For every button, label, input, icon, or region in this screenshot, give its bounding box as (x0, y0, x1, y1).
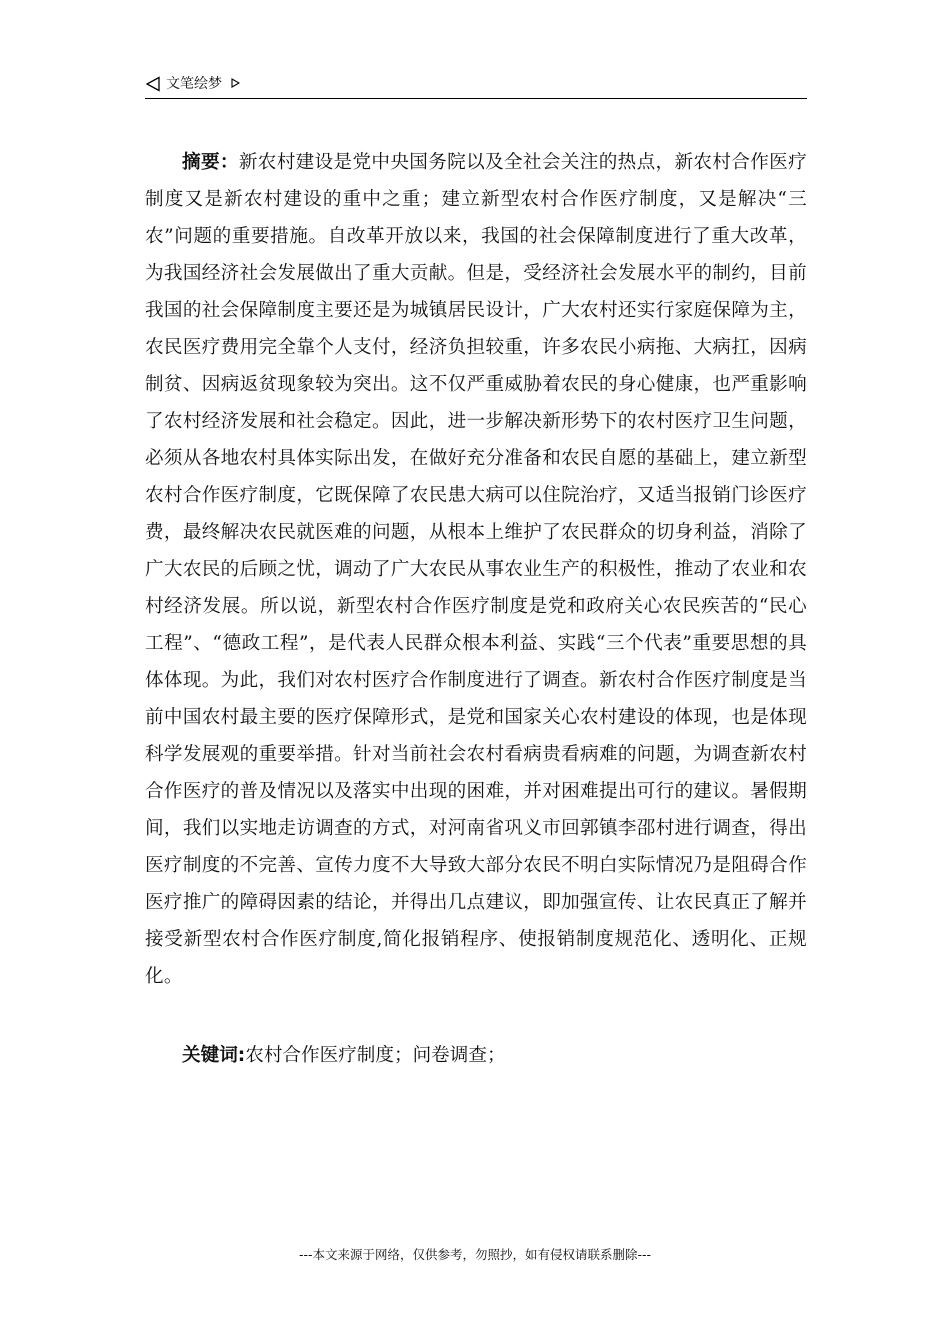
keywords-label: 关键词 (182, 1045, 238, 1066)
page-header (145, 74, 807, 99)
header-title: 文笔绘梦 (166, 76, 222, 92)
right-triangle-outline-icon (231, 78, 240, 88)
left-triangle-outline-icon (145, 76, 161, 92)
keywords-text: 农村合作医疗制度；问卷调查； (245, 1045, 506, 1066)
keywords-colon: : (237, 1045, 246, 1066)
footer-disclaimer: ---本文来源于网络，仅供参考，勿照抄，如有侵权请联系删除--- (298, 1247, 652, 1262)
keywords-line (182, 1037, 807, 1074)
abstract-paragraph (145, 144, 807, 995)
abstract-label: 摘要： (182, 152, 239, 173)
abstract-text: 新农村建设是党中央国务院以及全社会关注的热点，新农村合作医疗制度又是新农村建设的重中之重；建立新型农村合作医疗制度，又是解决“三农”问题的重要措施。自改革开放以来，我国的社会保障制度进行了重大改革，为我国经济社会发展做出了重大贡献。但是，受经济社会发展水平的制约，目前我国的社会保障制度主要还是为城镇居民设计，广大农村还实行家庭保障为主，农民医疗费用完全靠个人支付，经济负担较重，许多农民小病拖、大病扛，因病制贫、因病返贫现象较为突出。这不仅严重威胁着农民的身心健康，也严重影响了农村经济发展和社会稳定。因此，进一步解决新形势下的农村医疗卫生问题，必须从各地农村具体实际出发，在做好充分准备和农民自愿的基础上，建立新型农村合作医疗制度，它既保障了农民患大病可以住院治疗，又适当报销门诊医疗费，最终解决农民就医难的问题，从根本上维护了农民群众的切身利益，消除了广大农民的后顾之忧，调动了广大农民从事农业生产的积极性，推动了农业和农村经济发展。所以说，新型农村合作医疗制度是党和政府关心农民疾苦的“民心工程”、“德政工程”，是代表人民群众根本利益、实践“三个代表”重要思想的具体体现。为此，我们对农村医疗合作制度进行了调查。新农村合作医疗制度是当前中国农村最主要的医疗保障形式，是党和国家关心农村建设的体现，也是体现科学发展观的重要举措。针对当前社会农村看病贵看病难的问题，为调查新农村合作医疗的普及情况以及落实中出现的困难，并对困难提出可行的建议。暑假期间，我们以实地走访调查的方式，对河南省巩义市回郭镇李邵村进行调查，得出医疗制度的不完善、宣传力度不大导致大部分农民不明白实际情况乃是阻碍合作医疗推广的障碍因素的结论，并得出几点建议，即加强宣传、让农民真正了解并接受新型农村合作医疗制度,简化报销程序、使报销制度规范化、透明化、正规化。 (145, 152, 807, 987)
